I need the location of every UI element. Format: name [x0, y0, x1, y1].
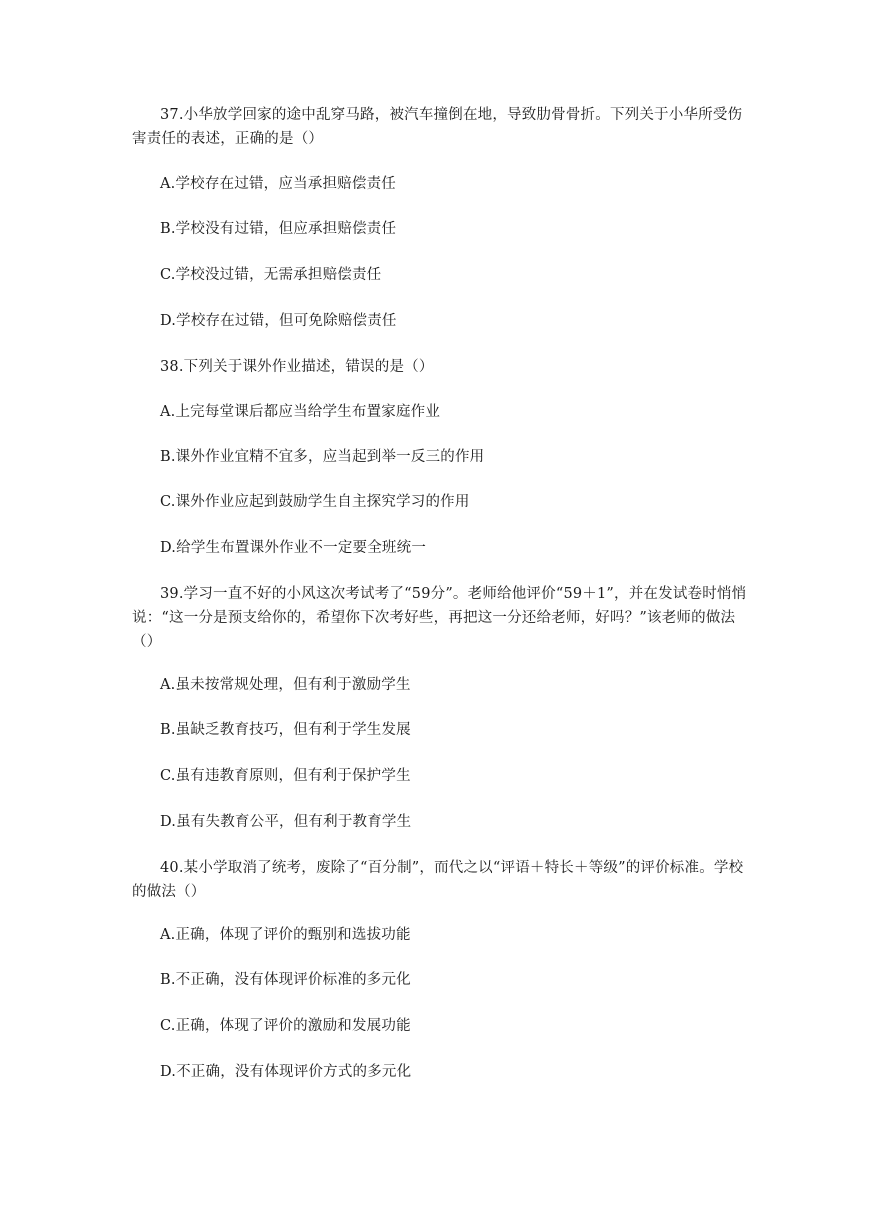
- question-40-option-b: B.不正确，没有体现评价标准的多元化: [160, 972, 411, 988]
- question-39-option-d: D.虽有失教育公平，但有利于教育学生: [160, 814, 412, 830]
- question-40-option-a: A.正确，体现了评价的甄别和选拔功能: [160, 927, 411, 943]
- question-40-option-c: C.正确，体现了评价的激励和发展功能: [160, 1018, 411, 1034]
- question-39-option-a: A.虽未按常规处理，但有利于激励学生: [160, 677, 411, 693]
- question-37-option-c: C.学校没过错，无需承担赔偿责任: [160, 267, 382, 283]
- question-39-option-c: C.虽有违教育原则，但有利于保护学生: [160, 768, 411, 784]
- question-37-option-b: B.学校没有过错，但应承担赔偿责任: [160, 221, 397, 237]
- question-37-option-a: A.学校存在过错，应当承担赔偿责任: [160, 176, 396, 192]
- question-38-option-c: C.课外作业应起到鼓励学生自主探究学习的作用: [160, 494, 470, 510]
- question-40-option-d: D.不正确，没有体现评价方式的多元化: [160, 1064, 412, 1080]
- question-37-stem: 37.小华放学回家的途中乱穿马路，被汽车撞倒在地，导致肋骨骨折。下列关于小华所受伤害责任的表述，正确的是（）: [132, 107, 743, 147]
- question-38-option-a: A.上完每堂课后都应当给学生布置家庭作业: [160, 404, 441, 420]
- question-39-stem: 39.学习一直不好的小风这次考试考了“59分”。老师给他评价“59＋1”，并在发试卷时悄悄说：“这一分是预支给你的，希望你下次考好些，再把这一分还给老师，好吗？”该老师的做法（）: [132, 586, 747, 650]
- question-38-stem: 38.下列关于课外作业描述，错误的是（）: [160, 359, 434, 375]
- question-38-option-b: B.课外作业宜精不宜多，应当起到举一反三的作用: [160, 449, 485, 465]
- question-40-stem: 40.某小学取消了统考，废除了“百分制”，而代之以“评语＋特长＋等级”的评价标准。学校的做法（）: [132, 860, 744, 900]
- question-39-option-b: B.虽缺乏教育技巧，但有利于学生发展: [160, 722, 411, 738]
- question-38-option-d: D.给学生布置课外作业不一定要全班统一: [160, 540, 427, 556]
- question-37-option-d: D.学校存在过错，但可免除赔偿责任: [160, 313, 397, 329]
